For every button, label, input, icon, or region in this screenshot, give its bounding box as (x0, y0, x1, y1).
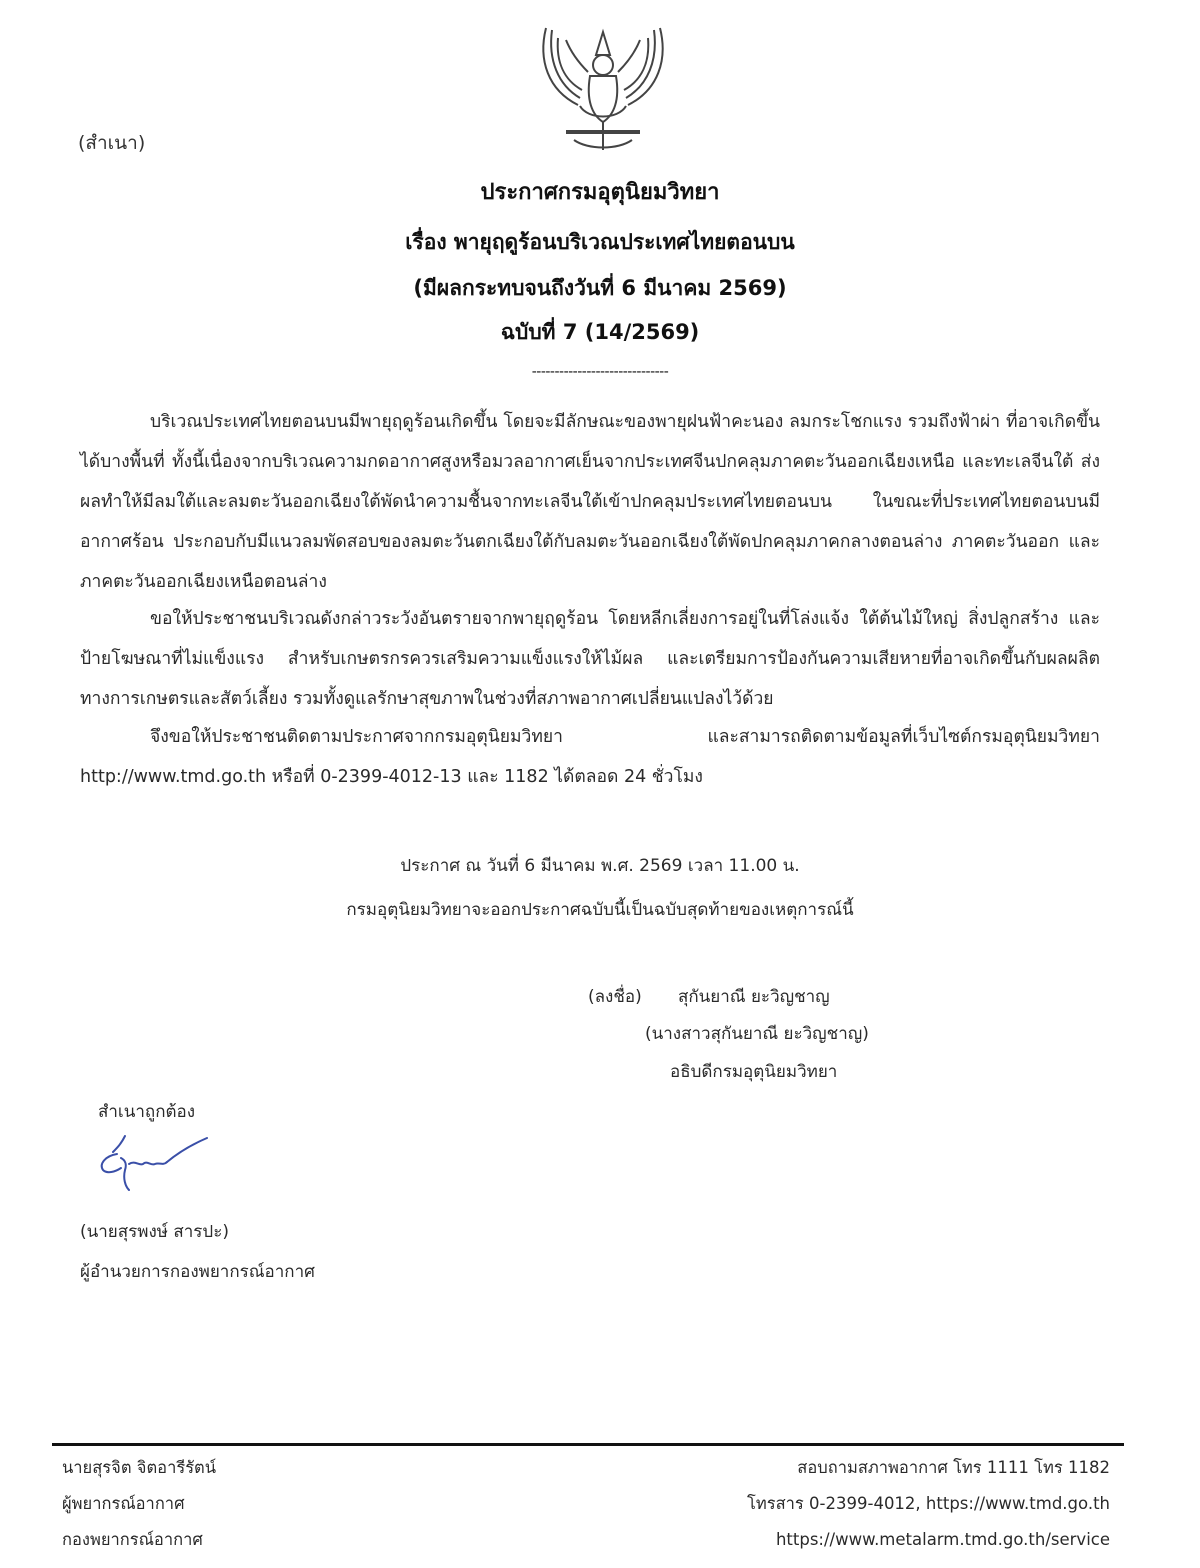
body-paragraph-1 (80, 402, 1100, 602)
body-paragraph-3 (80, 717, 1100, 797)
contact-phone: สอบถามสภาพอากาศ โทร 1111 โทร 1182 (797, 1458, 1110, 1477)
issued-date: ประกาศ ณ วันที่ 6 มีนาคม พ.ศ. 2569 เวลา 11.00 น. (400, 856, 800, 876)
body-paragraph-2 (80, 599, 1100, 719)
footer-divider (52, 1443, 1124, 1446)
paragraph-text: จึงขอให้ประชาชนติดตามประกาศจากกรมอุตุนิยมวิทยา และสามารถติดตามข้อมูลที่เว็บไซต์กรมอุตุนิยมวิทยา http://www.tmd.go.th หรือที่ 0-2399-4012-13 และ 1182 ได้ตลอด 24 ชั่วโมง (80, 727, 1100, 787)
announcement-subject: เรื่อง พายุฤดูร้อนบริเวณประเทศไทยตอนบน (405, 230, 795, 254)
certifier-name: (นายสุรพงษ์ สารปะ) (80, 1222, 229, 1242)
issue-number: ฉบับที่ 7 (14/2569) (500, 320, 700, 344)
forecaster-division: กองพยากรณ์อากาศ (62, 1530, 203, 1549)
footer-contact-info (747, 1450, 1110, 1558)
signatory-full-name: (นางสาวสุกันยาณี ยะวิญชาญ) (645, 1024, 869, 1044)
paragraph-text: ขอให้ประชาชนบริเวณดังกล่าวระวังอันตรายจากพายุฤดูร้อน โดยหลีกเลี่ยงการอยู่ในที่โล่งแจ้ง ใต้ต้นไม้ใหญ่ สิ่งปลูกสร้าง และป้ายโฆษณาที่ไม่แข็งแรง สำหรับเกษตรกรควรเสริมความแข็งแรงให้ไม้ผล และเตรียมการป้องกันความเสียหายที่อาจเกิดขึ้นกับผลผลิตทางการเกษตรและสัตว์เลี้ยง รวมทั้งดูแลรักษาสุขภาพในช่วงที่สภาพอากาศเปลี่ยนแปลงไว้ด้วย (80, 609, 1100, 709)
footer-forecaster-info (62, 1450, 216, 1558)
announcement-title: ประกาศกรมอุตุนิยมวิทยา (480, 180, 720, 205)
certified-copy-label: สำเนาถูกต้อง (98, 1102, 196, 1122)
certifier-position: ผู้อำนวยการกองพยากรณ์อากาศ (80, 1262, 315, 1282)
signed-name: สุกันยาณี ยะวิญชาญ (678, 987, 830, 1007)
paragraph-text: บริเวณประเทศไทยตอนบนมีพายุฤดูร้อนเกิดขึ้น โดยจะมีลักษณะของพายุฝนฟ้าคะนอง ลมกระโชกแรง รวมถึงฟ้าผ่า ที่อาจเกิดขึ้นได้บางพื้นที่ ทั้งนี้เนื่องจากบริเวณความกดอากาศสูงหรือมวลอากาศเย็นจากประเทศจีนปกคลุมภาคตะวันออกเฉียงเหนือ และทะเลจีนใต้ ส่งผลทำให้มีลมใต้และลมตะวันออกเฉียงใต้พัดนำความชื้นจากทะเลจีนใต้เข้าปกคลุมประเทศไทยตอนบน ในขณะที่ประเทศไทยตอนบนมีอากาศร้อน ประกอบกับมีแนวลมพัดสอบของลมตะวันตกเฉียงใต้กับลมตะวันออกเฉียงใต้พัดปกคลุมภาคกลางตอนล่าง ภาคตะวันออก และภาคตะวันออกเฉียงเหนือตอนล่าง (80, 412, 1100, 592)
contact-fax-website: โทรสาร 0-2399-4012, https://www.tmd.go.th (747, 1494, 1110, 1513)
forecaster-name: นายสุรจิต จิตอารีรัตน์ (62, 1458, 217, 1477)
copy-label: (สำเนา) (78, 132, 146, 154)
final-notice: กรมอุตุนิยมวิทยาจะออกประกาศฉบับนี้เป็นฉบับสุดท้ายของเหตุการณ์นี้ (346, 900, 854, 920)
contact-service-url: https://www.metalarm.tmd.go.th/service (775, 1530, 1110, 1549)
handwritten-signature-icon (95, 1130, 215, 1194)
signatory-position: อธิบดีกรมอุตุนิยมวิทยา (670, 1062, 838, 1082)
title-separator: ------------------------------ (531, 364, 669, 380)
forecaster-title: ผู้พยากรณ์อากาศ (62, 1494, 185, 1513)
effective-period: (มีผลกระทบจนถึงวันที่ 6 มีนาคม 2569) (413, 276, 787, 300)
signed-label: (ลงชื่อ) (588, 987, 642, 1007)
garuda-emblem-icon (518, 10, 688, 160)
